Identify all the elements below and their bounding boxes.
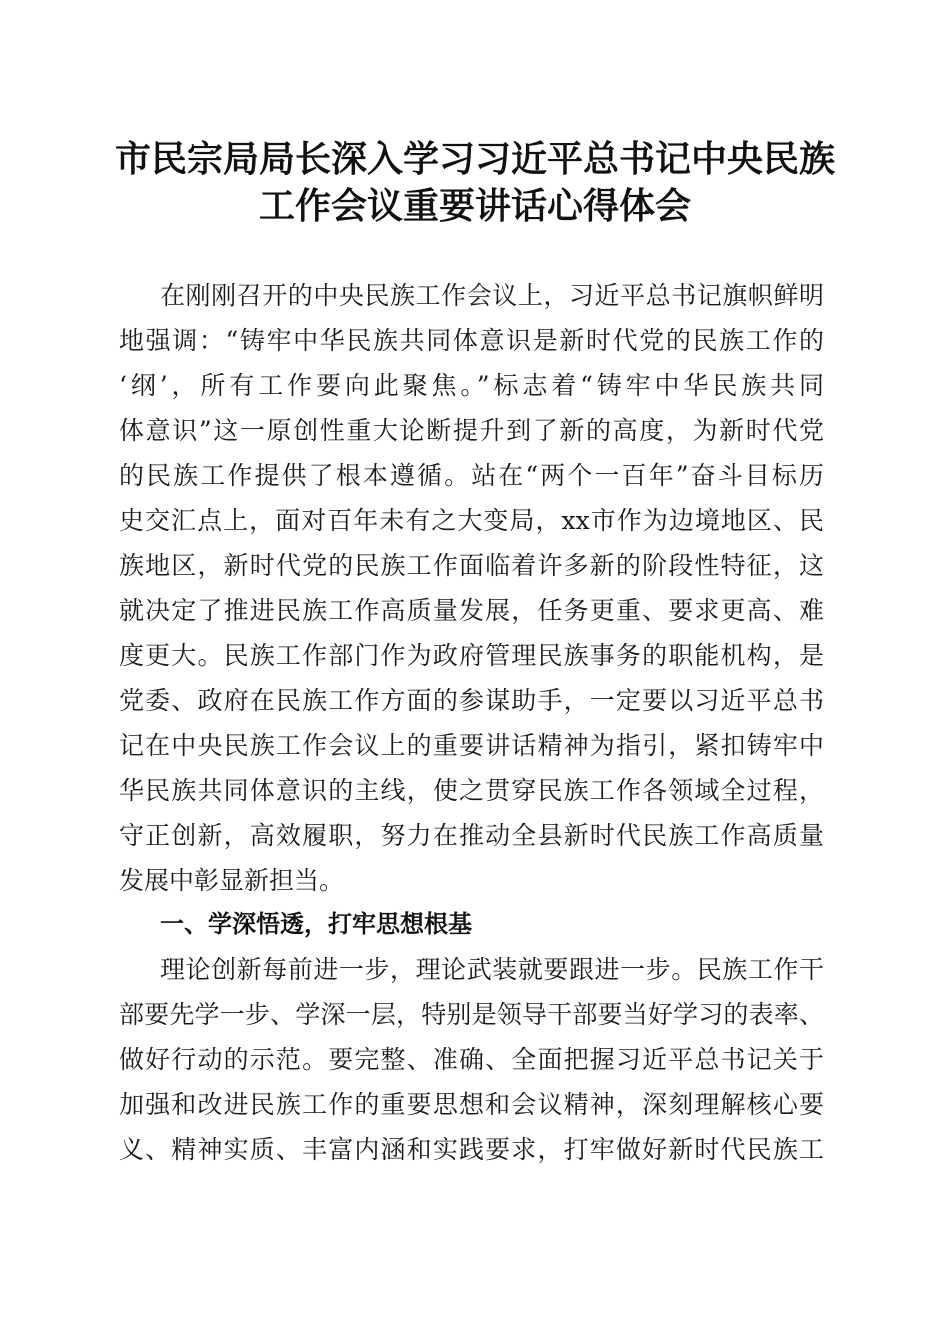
paragraph-1-line: 体意识”这一原创性重大论断提升到了新的高度，为新时代党 bbox=[119, 416, 824, 445]
paragraph-1-line: 史交汇点上，面对百年未有之大变局，xx市作为边境地区、民 bbox=[119, 506, 824, 535]
paragraph-1-line: 华民族共同体意识的主线，使之贯穿民族工作各领域全过程， bbox=[119, 776, 824, 805]
paragraph-1-line: 族地区，新时代党的民族工作面临着许多新的阶段性特征，这 bbox=[119, 551, 824, 580]
paragraph-1-line: ‘纲’，所有工作要向此聚焦。”标志着“铸牢中华民族共同 bbox=[119, 371, 824, 400]
paragraph-2-line: 理论创新每前进一步，理论武装就要跟进一步。民族工作干 bbox=[160, 955, 824, 984]
paragraph-2-line: 义、精神实质、丰富内涵和实践要求，打牢做好新时代民族工 bbox=[119, 1135, 824, 1164]
paragraph-2-line: 部要先学一步、学深一层，特别是领导干部要当好学习的表率、 bbox=[119, 1000, 824, 1029]
paragraph-2-line: 加强和改进民族工作的重要思想和会议精神，深刻理解核心要 bbox=[119, 1090, 824, 1119]
paragraph-1-line: 的民族工作提供了根本遵循。站在“两个一百年”奋斗目标历 bbox=[119, 461, 824, 490]
document-title-line-2: 工作会议重要讲话心得体会 bbox=[258, 185, 691, 227]
paragraph-1-line: 在刚刚召开的中央民族工作会议上，习近平总书记旗帜鲜明 bbox=[160, 281, 824, 310]
document-title-line-1: 市民宗局局长深入学习习近平总书记中央民族 bbox=[114, 138, 835, 180]
paragraph-1-line: 就决定了推进民族工作高质量发展，任务更重、要求更高、难 bbox=[119, 596, 824, 625]
paragraph-1-line: 党委、政府在民族工作方面的参谋助手，一定要以习近平总书 bbox=[119, 686, 824, 715]
paragraph-1-line: 度更大。民族工作部门作为政府管理民族事务的职能机构，是 bbox=[119, 641, 824, 670]
paragraph-1-line: 发展中彰显新担当。 bbox=[119, 866, 345, 895]
paragraph-1-line: 地强调：“铸牢中华民族共同体意识是新时代党的民族工作的 bbox=[119, 326, 824, 355]
paragraph-2-line: 做好行动的示范。要完整、准确、全面把握习近平总书记关于 bbox=[119, 1045, 824, 1074]
paragraph-1-line: 守正创新，高效履职，努力在推动全县新时代民族工作高质量 bbox=[119, 821, 824, 850]
section-1-heading: 一、学深悟透，打牢思想根基 bbox=[160, 910, 472, 938]
paragraph-1-line: 记在中央民族工作会议上的重要讲话精神为指引，紧扣铸牢中 bbox=[119, 731, 824, 760]
